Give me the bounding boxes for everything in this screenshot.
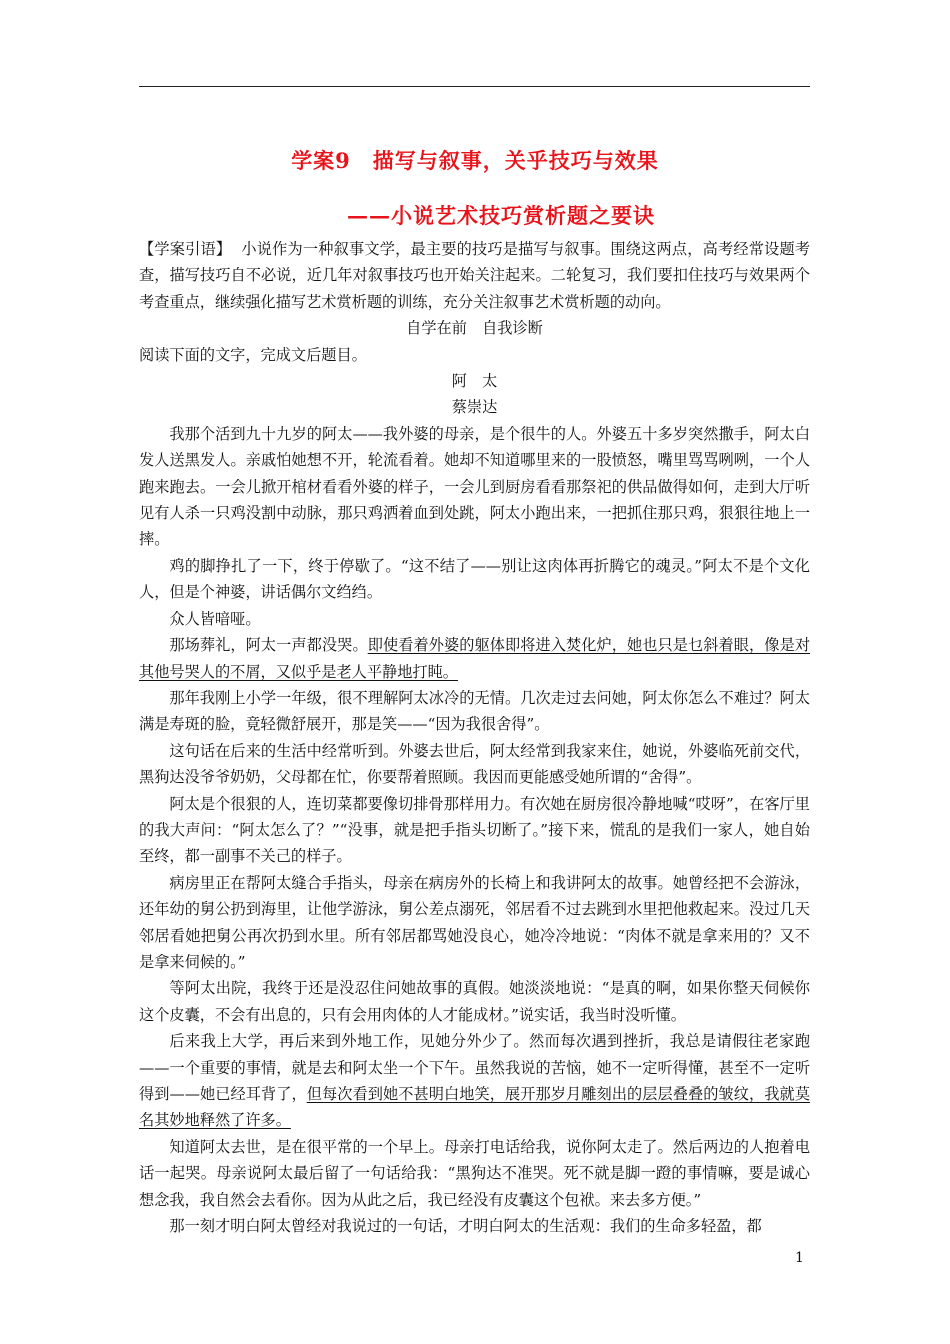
story-paragraph: 我那个活到九十九岁的阿太——我外婆的母亲，是个很牛的人。外婆五十多岁突然撒手，阿太白发人送黑发人。亲戚怕她想不开，轮流看着。她却不知道哪里来的一股愤怒，嘴里骂骂咧咧，一个人跑来跑去。一会儿掀开棺材看看外婆的样子，一会儿到厨房看看那祭祀的供品做得如何，走到大厅听见有人杀一只鸡没割中动脉，那只鸡洒着血到处跳，阿太小跑出来，一把抓住那只鸡，狠狠往地上一摔。 xyxy=(139,424,810,549)
page-number: 1 xyxy=(795,1250,804,1266)
intro-label: 【学案引语】 xyxy=(139,240,232,258)
instruction: 阅读下面的文字，完成文后题目。 xyxy=(139,345,367,364)
story-title: 阿 太 xyxy=(451,372,498,391)
intro-text: 小说作为一种叙事文学，最主要的技巧是描写与叙事。围绕这两点，高考经常设题考查，描写技巧自不必说，近几年对叙事技巧也开始关注起来。二轮复习，我们要扣住技巧与效果两个考查重点，继续强化描写艺术赏析题的训练，充分关注叙事艺术赏析题的动向。 xyxy=(139,240,811,311)
story-paragraph: 知道阿太去世，是在很平常的一个早上。母亲打电话给我，说你阿太走了。然后两边的人抱着电话一起哭。母亲说阿太最后留了一句话给我：“黑狗达不准哭。死不就是脚一蹬的事情嘛，要是诚心想念我，我自然会去看你。因为从此之后，我已经没有皮囊这个包袱。来去多方便。” xyxy=(139,1137,810,1209)
story-paragraph: 等阿太出院，我终于还是没忍住问她故事的真假。她淡淡地说：“是真的啊，如果你整天伺候你这个皮囊，不会有出息的，只有会用肉体的人才能成材。”说实话，我当时没听懂。 xyxy=(139,979,810,1024)
story-paragraph: 那场葬礼，阿太一声都没哭。即使看着外婆的躯体即将进入焚化炉，她也只是乜斜着眼，像是对其他号哭人的不屑，又似乎是老人平静地打盹。 xyxy=(139,636,811,681)
page-title: 学案9 描写与叙事，关乎技巧与效果 xyxy=(291,148,659,173)
story-paragraph: 众人皆喑哑。 xyxy=(169,609,261,628)
story-paragraph: 后来我上大学，再后来到外地工作，见她分外少了。然而每次遇到挫折，我总是请假往老家跑——一个重要的事情，就是去和阿太坐一个下午。虽然我说的苦恼，她不一定听得懂，甚至不一定听得到——她已经耳背了，但每次看到她不甚明白地笑，展开那岁月雕刻出的层层叠叠的皱纹，我就莫名其妙地释然了许多。 xyxy=(139,1032,811,1130)
page-subtitle: ——小说艺术技巧赏析题之要诀 xyxy=(347,203,655,228)
story-paragraph: 这句话在后来的生活中经常听到。外婆去世后，阿太经常到我家来住，她说，外婆临死前交代，黑狗达没爷爷奶奶，父母都在忙，你要帮着照顾。我因而更能感受她所谓的“舍得”。 xyxy=(139,741,810,787)
section-heading: 自学在前 自我诊断 xyxy=(406,319,543,338)
story-author: 蔡崇达 xyxy=(451,398,498,417)
document-body xyxy=(139,236,810,1239)
underlined-sentence: 但每次看到她不甚明白地笑，展开那岁月雕刻出的层层叠叠的皱纹，我就莫名其妙地释然了许多。 xyxy=(139,1085,811,1130)
story-paragraph: 阿太是个很狠的人，连切菜都要像切排骨那样用力。有次她在厨房很冷静地喊“哎呀”，在客厅里的我大声问：“阿太怎么了？”“没事，就是把手指头切断了。”接下来，慌乱的是我们一家人，她自始至终，都一副事不关己的样子。 xyxy=(139,794,810,866)
header-rule xyxy=(139,86,810,87)
story-paragraph: 那一刻才明白阿太曾经对我说过的一句话，才明白阿太的生活观：我们的生命多轻盈，都 xyxy=(169,1217,762,1236)
story-paragraph: 鸡的脚挣扎了一下，终于停歇了。“这不结了——别让这肉体再折腾它的魂灵。”阿太不是个文化人，但是个神婆，讲话偶尔文绉绉。 xyxy=(139,556,810,602)
underlined-sentence: 即使看着外婆的躯体即将进入焚化炉，她也只是乜斜着眼，像是对其他号哭人的不屑，又似乎是老人平静地打盹。 xyxy=(139,636,811,681)
intro-paragraph xyxy=(139,236,810,315)
story-paragraph: 那年我刚上小学一年级，很不理解阿太冰冷的无情。几次走过去问她，阿太你怎么不难过？阿太满是寿斑的脸，竟轻微舒展开，那是笑——“因为我很舍得”。 xyxy=(139,688,810,734)
story-paragraph: 病房里正在帮阿太缝合手指头，母亲在病房外的长椅上和我讲阿太的故事。她曾经把不会游泳，还年幼的舅公扔到海里，让他学游泳，舅公差点溺死，邻居看不过去跳到水里把他救起来。没过几天邻居看她把舅公再次扔到水里。所有邻居都骂她没良心，她冷冷地说：“肉体不就是拿来用的？又不是拿来伺候的。” xyxy=(139,873,810,971)
